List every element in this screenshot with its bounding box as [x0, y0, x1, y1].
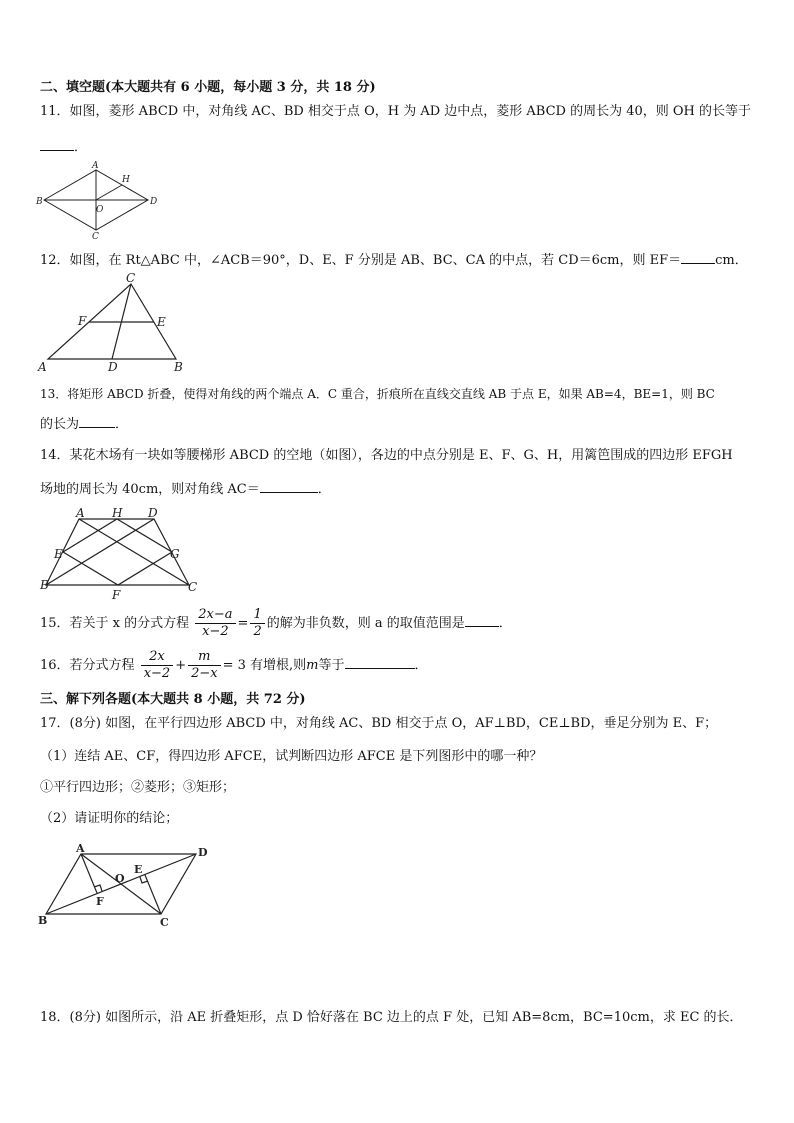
q16-blank[interactable]	[345, 655, 415, 669]
label-a: A	[92, 161, 99, 171]
q15-equals: =	[237, 616, 249, 631]
q15-rhs-fraction	[250, 607, 264, 640]
q16-f1-numerator: 2x	[141, 649, 174, 666]
q13-line1: 13．将矩形 ABCD 折叠，使得对角线的两个端点 A．C 重合，折痕所在直线交直线 AB 于点 E，如果 AB=4，BE=1，则 BC	[40, 387, 715, 401]
label-b: B	[174, 360, 183, 374]
q15-blank[interactable]	[465, 613, 499, 627]
label-f: F	[78, 314, 87, 328]
q14-line2	[40, 479, 331, 499]
segment-oh	[96, 185, 122, 200]
q16-plus: +	[175, 658, 187, 673]
q11-blank[interactable]	[40, 137, 74, 151]
label-d: D	[150, 197, 158, 207]
q17-sub1: （1）连结 AE、CF，得四边形 AFCE，试判断四边形 AFCE 是下列图形中的哪一种？	[40, 749, 543, 764]
section3-title: 三、解下列各题(本大题共 8 小题，共 72 分)	[40, 692, 306, 707]
q15-prefix: 15．若关于 x 的分式方程	[40, 616, 190, 631]
label-h: H	[112, 506, 123, 520]
q12-line	[40, 250, 748, 270]
q16-equals: = 3 有增根,则	[222, 658, 307, 673]
q13-line2	[40, 414, 128, 434]
q16-fraction-2	[188, 649, 221, 682]
label-b: B	[40, 578, 49, 592]
q15-lhs-numerator: 2x−a	[195, 607, 235, 624]
q13-blank[interactable]	[79, 414, 115, 428]
label-a: A	[38, 360, 47, 374]
q12-blank[interactable]	[681, 250, 715, 264]
label-d: D	[108, 360, 118, 374]
q15-lhs-denominator: x−2	[202, 624, 229, 639]
q16-suffix: 等于	[318, 658, 345, 673]
q16-f2-numerator: m	[188, 649, 221, 666]
q15-rhs-denominator: 2	[253, 624, 262, 639]
label-g: G	[170, 547, 180, 561]
q11-rhombus-figure	[36, 160, 156, 240]
q13-tail: ．	[115, 417, 129, 432]
q14-line1: 14．某花木场有一块如等腰梯形 ABCD 的空地（如图），各边的中点分别是 E、F、G、H，用篱笆围成的四边形 EFGH	[40, 448, 733, 463]
q13-prefix: 的长为	[40, 417, 80, 432]
q14-trapezoid-figure	[36, 507, 206, 602]
q12-triangle-figure	[36, 272, 196, 372]
label-f: F	[96, 895, 104, 908]
q16-f2-denominator: 2−x	[191, 666, 218, 681]
q15-lhs-fraction	[195, 607, 235, 640]
label-e: E	[157, 315, 166, 329]
q15-suffix: 的解为非负数，则 a 的取值范围是	[266, 616, 465, 631]
q15-rhs-numerator: 1	[250, 607, 264, 624]
q14-prefix: 场地的周长为 40cm，则对角线 AC＝	[40, 482, 260, 497]
label-f: F	[112, 588, 121, 602]
q17-sub2: （2）请证明你的结论；	[40, 811, 179, 826]
label-c: C	[188, 580, 198, 594]
q16-fraction-1	[141, 649, 174, 682]
q11-text: 11．如图，菱形 ABCD 中，对角线 AC、BD 相交于点 O，H 为 AD 边中点，菱形 ABCD 的周长为 40，则 OH 的长等于	[40, 104, 752, 119]
trapezoid-abcd	[46, 519, 189, 585]
q11-tail: ．	[74, 140, 88, 155]
q17-text: 17．(8分) 如图，在平行四边形 ABCD 中，对角线 AC、BD 相交于点 O，AF⊥BD，CE⊥BD，垂足分别为 E、F；	[40, 716, 718, 731]
label-o: O	[96, 205, 104, 215]
q15-line	[40, 606, 512, 642]
q17-parallelogram-figure	[36, 842, 216, 932]
quadrilateral-efgh	[63, 519, 172, 585]
label-c: C	[126, 271, 136, 285]
label-e: E	[54, 547, 63, 561]
q16-f1-denominator: x−2	[143, 666, 171, 681]
q18-text: 18．(8分) 如图所示，沿 AE 折叠矩形，点 D 恰好落在 BC 边上的点 F 处，已知 AB=8cm，BC=10cm，求 EC 的长．	[40, 1010, 743, 1025]
q17-options: ①平行四边形；②菱形；③矩形；	[40, 780, 236, 795]
label-h: H	[122, 175, 130, 185]
section2-title: 二、填空题(本大题共有 6 小题，每小题 3 分，共 18 分)	[40, 80, 376, 95]
q14-blank[interactable]	[260, 479, 318, 493]
label-b: B	[36, 197, 43, 207]
q16-prefix: 16．若分式方程	[40, 658, 135, 673]
q12-tail: cm．	[715, 253, 748, 268]
label-o: O	[115, 872, 125, 885]
label-e: E	[134, 863, 143, 876]
q11-answer-line	[40, 137, 87, 157]
label-c: C	[160, 916, 169, 929]
label-a: A	[76, 506, 85, 520]
q16-variable: m	[306, 658, 319, 673]
q16-line	[40, 648, 428, 684]
q16-tail: ．	[414, 658, 428, 673]
q12-text: 12．如图，在 Rt△ABC 中，∠ACB＝90°，D、E、F 分别是 AB、BC、CA 的中点，若 CD＝6cm，则 EF＝	[40, 253, 682, 268]
label-a: A	[76, 842, 85, 855]
q15-tail: ．	[498, 616, 512, 631]
label-b: B	[38, 914, 48, 927]
label-d: D	[148, 506, 158, 520]
q14-tail: ．	[317, 482, 331, 497]
label-c: C	[92, 232, 99, 242]
label-d: D	[198, 846, 208, 859]
